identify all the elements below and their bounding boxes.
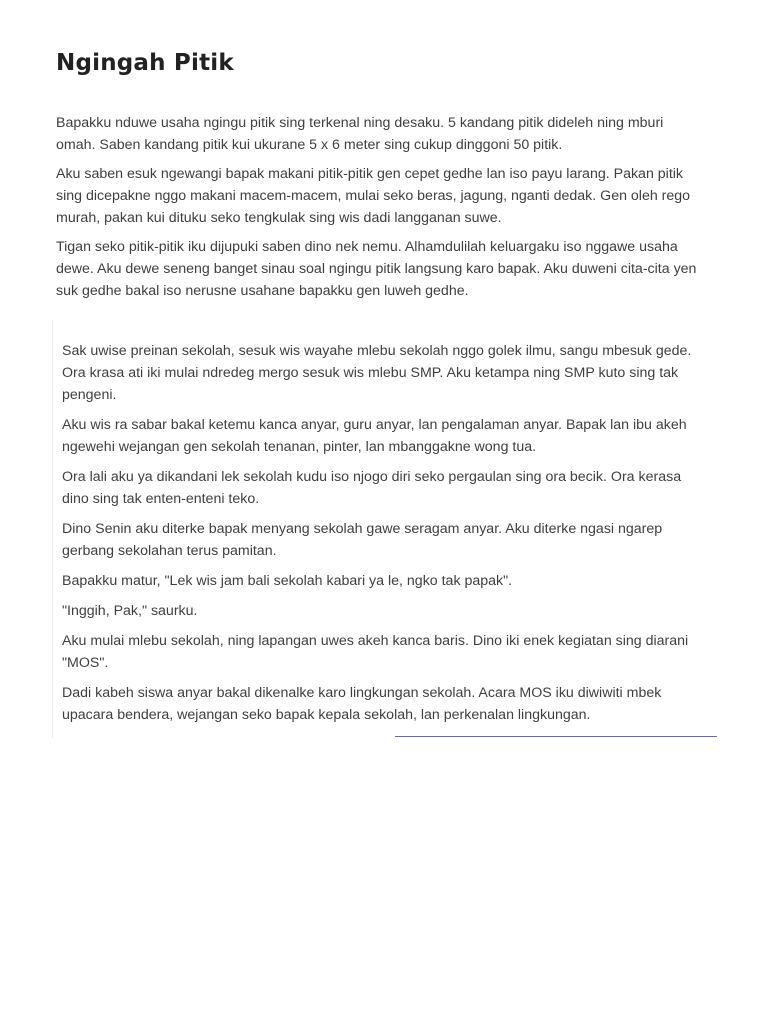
paragraph: Aku mulai mlebu sekolah, ning lapangan uwes akeh kanca baris. Dino iki enek kegiatan sing diarani "MOS". xyxy=(62,633,689,671)
paragraph: Ora lali aku ya dikandani lek sekolah kudu iso njogo diri seko pergaulan sing ora becik. Ora kerasa dino sing tak enten-enteni teko. xyxy=(62,469,682,507)
paragraph: Aku saben esuk ngewangi bapak makani pitik-pitik gen cepet gedhe lan iso payu larang. Pakan pitik sing dicepakne nggo makani macem-macem, mulai seko beras, jagung, nganti dedak. Gen oleh rego murah, pakan kui dituku seko tengkulak sing wis dadi langganan suwe. xyxy=(56,166,691,226)
page-title: Ngingah Pitik xyxy=(56,50,234,76)
divider-line xyxy=(395,736,717,737)
paragraph: Tigan seko pitik-pitik iku dijupuki saben dino nek nemu. Alhamdulilah keluargaku iso nggawe usaha dewe. Aku dewe seneng banget sinau soal ngingu pitik langsung karo bapak. Aku duweni cita-cita yen suk gedhe bakal iso nerusne usahane bapakku gen luweh gedhe. xyxy=(56,239,697,299)
paragraph: Dadi kabeh siswa anyar bakal dikenalke karo lingkungan sekolah. Acara MOS iku diwiwiti mbek upacara bendera, wejangan seko bapak kepala sekolah, lan perkenalan lingkungan. xyxy=(62,685,662,723)
paragraph: Sak uwise preinan sekolah, sesuk wis wayahe mlebu sekolah nggo golek ilmu, sangu mbesuk gede. Ora krasa ati iki mulai ndredeg mergo sesuk wis mlebu SMP. Aku ketampa ning SMP kuto sing tak pengeni. xyxy=(62,343,692,403)
intro-section xyxy=(56,112,706,309)
story-content xyxy=(62,340,707,734)
story-block xyxy=(52,320,713,738)
paragraph: Aku wis ra sabar bakal ketemu kanca anyar, guru anyar, lan pengalaman anyar. Bapak lan ibu akeh ngewehi wejangan gen sekolah tenanan, pinter, lan mbanggakne wong tua. xyxy=(62,417,687,455)
paragraph: Dino Senin aku diterke bapak menyang sekolah gawe seragam anyar. Aku diterke ngasi ngarep gerbang sekolahan terus pamitan. xyxy=(62,521,663,559)
paragraph: Bapakku nduwe usaha ngingu pitik sing terkenal ning desaku. 5 kandang pitik dideleh ning mburi omah. Saben kandang pitik kui ukurane 5 x 6 meter sing cukup dinggoni 50 pitik. xyxy=(56,115,664,153)
paragraph: "Inggih, Pak," saurku. xyxy=(62,603,198,619)
paragraph: Bapakku matur, "Lek wis jam bali sekolah kabari ya le, ngko tak papak". xyxy=(62,573,513,589)
